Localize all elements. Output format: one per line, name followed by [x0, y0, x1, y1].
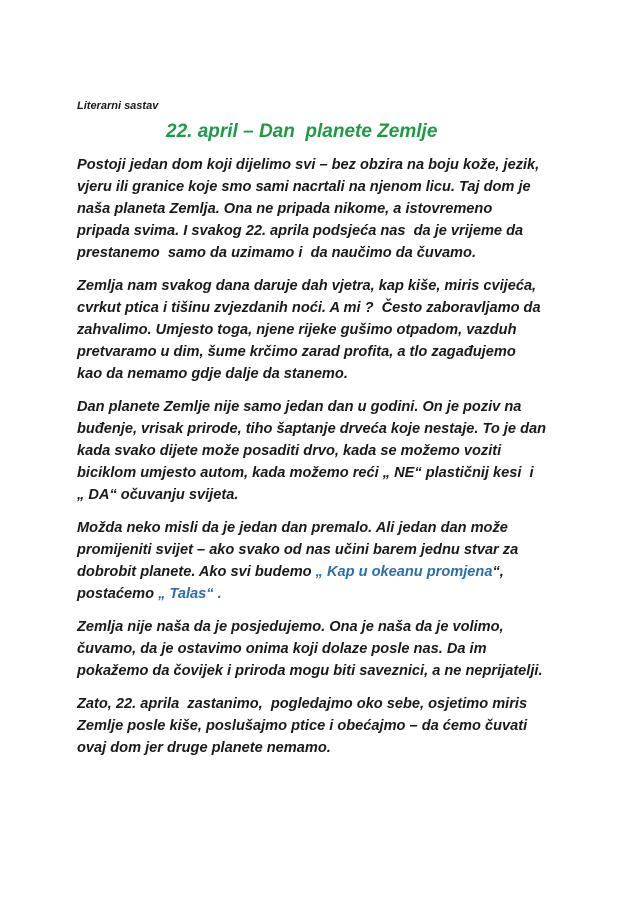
- paragraph-1: [77, 154, 597, 264]
- line-text: dobrobit planete. Ako svi budemo: [77, 564, 316, 580]
- paragraph-line: Dan planete Zemlje nije samo jedan dan u godini. On je poziv na: [77, 399, 522, 415]
- paragraph-line: Zemlja nije naša da je posjedujemo. Ona je naša da je volimo,: [77, 619, 504, 635]
- paragraph-5: [77, 616, 597, 682]
- paragraph-line: kao da nemamo gdje dalje da stanemo.: [77, 366, 348, 382]
- paragraph-line: pokažemo da čovijek i priroda mogu biti saveznici, a ne neprijatelji.: [77, 663, 543, 679]
- paragraph-line: prestanemo samo da uzimamo i da naučimo da čuvamo.: [77, 245, 477, 261]
- paragraph-line: ovaj dom jer druge planete nemamo.: [77, 740, 331, 756]
- paragraph-line: Možda neko misli da je jedan dan premalo. Ali jedan dan može: [77, 520, 508, 536]
- paragraph-line: „ DA“ očuvanju svijeta.: [77, 487, 239, 503]
- paragraph-line: naša planeta Zemlja. Ona ne pripada nikome, a istovremeno: [77, 201, 493, 217]
- paragraph-line: Zemlje posle kiše, poslušajmo ptice i obećajmo – da ćemo čuvati: [77, 718, 528, 734]
- paragraph-line: Zato, 22. aprila zastanimo, pogledajmo oko sebe, osjetimo miris: [77, 696, 528, 712]
- paragraph-line: pretvaramo u dim, šume krčimo zarad profita, a tlo zagađujemo: [77, 344, 516, 360]
- paragraph-line: [77, 583, 597, 605]
- line-text: postaćemo: [77, 586, 159, 602]
- document-label: Literarni sastav: [77, 100, 159, 112]
- line-text: “,: [492, 564, 504, 580]
- paragraph-line: [77, 561, 597, 583]
- paragraph-line: Zemlja nam svakog dana daruje dah vjetra, kap kiše, miris cvijeća,: [77, 278, 537, 294]
- paragraph-line: Postoji jedan dom koji dijelimo svi – bez obzira na boju kože, jezik,: [77, 157, 540, 173]
- paragraph-4: [77, 517, 597, 605]
- paragraph-2: [77, 275, 597, 385]
- paragraph-line: promijeniti svijet – ako svako od nas učini barem jednu stvar za: [77, 542, 519, 558]
- paragraph-line: buđenje, vrisak prirode, tiho šaptanje drveća koje nestaje. To je dan: [77, 421, 547, 437]
- paragraph-line: cvrkut ptica i tišinu zvjezdanih noći. A mi ? Često zaboravljamo da: [77, 300, 541, 316]
- paragraph-3: [77, 396, 597, 506]
- document-body: [77, 154, 597, 770]
- paragraph-line: kada svako dijete može posaditi drvo, kada se možemo voziti: [77, 443, 502, 459]
- paragraph-6: [77, 693, 597, 759]
- document-title: 22. april – Dan planete Zemlje: [166, 121, 438, 142]
- highlighted-quote: „ Kap u okeanu promjena: [315, 564, 493, 580]
- highlighted-quote: „ Talas“ .: [158, 586, 222, 602]
- paragraph-line: zahvalimo. Umjesto toga, njene rijeke gušimo otpadom, vazduh: [77, 322, 517, 338]
- paragraph-line: čuvamo, da je ostavimo onima koji dolaze posle nas. Da im: [77, 641, 487, 657]
- paragraph-line: biciklom umjesto autom, kada možemo reći „ NE“ plastičnij kesi i: [77, 465, 534, 481]
- paragraph-line: pripada svima. I svakog 22. aprila podsjeća nas da je vrijeme da: [77, 223, 524, 239]
- paragraph-line: vjeru ili granice koje smo sami nacrtali na njenom licu. Taj dom je: [77, 179, 531, 195]
